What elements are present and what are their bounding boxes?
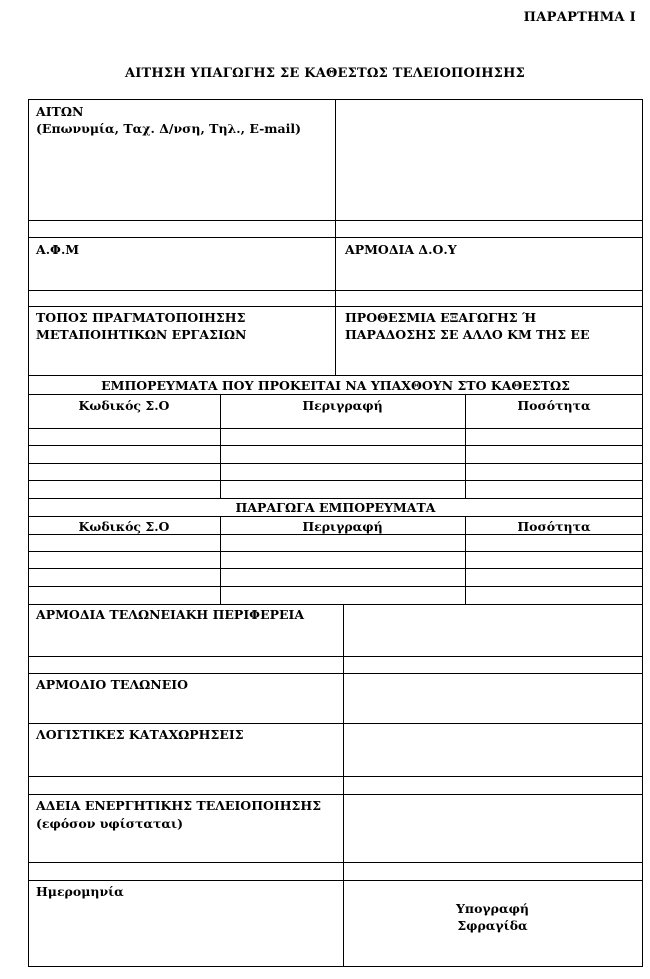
deadline-label-line1: ΠΡΟΘΕΣΜΙΑ ΕΞΑΓΩΓΗΣ Ή xyxy=(345,310,536,325)
rule xyxy=(28,516,643,517)
table-row-line xyxy=(28,586,643,587)
applicant-label: ΑΙΤΩΝ xyxy=(36,104,84,119)
rule xyxy=(28,880,643,881)
border-bottom xyxy=(28,966,643,967)
place-label-line2: ΜΕΤΑΠΟΙΗΤΙΚΩΝ ΕΡΓΑΣΙΩΝ xyxy=(36,327,247,342)
rule xyxy=(28,656,643,657)
products-col-quantity: Ποσότητα xyxy=(517,519,591,534)
rule xyxy=(28,604,643,605)
table-row-line xyxy=(28,551,643,552)
signature-label: Υπογραφή xyxy=(456,901,529,916)
customs-region-label: ΑΡΜΟΔΙΑ ΤΕΛΩΝΕΙΑΚΗ ΠΕΡΙΦΕΡΕΙΑ xyxy=(36,607,305,622)
goods-col-description: Περιγραφή xyxy=(302,398,383,413)
permit-label: ΑΔΕΙΑ ΕΝΕΡΓΗΤΙΚΗΣ ΤΕΛΕΙΟΠΟΙΗΣΗΣ xyxy=(36,798,322,813)
products-section-title: ΠΑΡΑΓΩΓΑ ΕΜΠΟΡΕΥΜΑΤΑ xyxy=(235,500,436,515)
table-row-line xyxy=(28,463,643,464)
products-col-description: Περιγραφή xyxy=(302,519,383,534)
table-row-line xyxy=(28,568,643,569)
rule xyxy=(28,237,643,238)
rule xyxy=(28,394,643,395)
rule xyxy=(28,723,643,724)
rule xyxy=(28,776,643,777)
rule xyxy=(28,290,643,291)
afm-label: Α.Φ.Μ xyxy=(36,242,80,257)
goods-col-code: Κωδικός Σ.Ο xyxy=(78,398,170,413)
goods-col-quantity: Ποσότητα xyxy=(517,398,591,413)
rule xyxy=(28,862,643,863)
rule xyxy=(28,375,643,376)
date-label: Ημερομηνία xyxy=(36,884,124,899)
doy-label: ΑΡΜΟΔΙΑ Δ.Ο.Υ xyxy=(345,242,457,257)
accounting-entries-label: ΛΟΓΙΣΤΙΚΕΣ ΚΑΤΑΧΩΡΗΣΕΙΣ xyxy=(36,727,244,742)
rule xyxy=(28,673,643,674)
table-row-line xyxy=(28,445,643,446)
permit-sub-label: (εφόσον υφίσταται) xyxy=(36,816,184,831)
form-title: ΑΙΤΗΣΗ ΥΠΑΓΩΓΗΣ ΣΕ ΚΑΘΕΣΤΩΣ ΤΕΛΕΙΟΠΟΙΗΣΗΣ xyxy=(124,66,525,81)
applicant-sub-label: (Επωνυμία, Ταχ. Δ/νση, Τηλ., E-mail) xyxy=(36,121,302,136)
goods-section-title: ΕΜΠΟΡΕΥΜΑΤΑ ΠΟΥ ΠΡΟΚΕΙΤΑΙ ΝΑ ΥΠΑΧΘΟΥΝ ΣΤΟ ΚΑΘΕΣΤΩΣ xyxy=(101,378,570,393)
stamp-label: Σφραγίδα xyxy=(457,918,528,933)
annex-label: ΠΑΡΑΡΤΗΜΑ Ι xyxy=(523,10,636,25)
customs-office-label: ΑΡΜΟΔΙΟ ΤΕΛΩΝΕΙΟ xyxy=(36,677,188,692)
rule xyxy=(28,794,643,795)
place-label-line1: ΤΟΠΟΣ ΠΡΑΓΜΑΤΟΠΟΙΗΣΗΣ xyxy=(36,310,246,325)
applicant-field[interactable] xyxy=(336,100,642,220)
deadline-label-line2: ΠΑΡΑΔΟΣΗΣ ΣΕ ΑΛΛΟ ΚΜ ΤΗΣ ΕΕ xyxy=(345,327,590,342)
table-row-line xyxy=(28,428,643,429)
table-row-line xyxy=(28,480,643,481)
rule xyxy=(28,306,643,307)
products-col-code: Κωδικός Σ.Ο xyxy=(78,519,170,534)
rule xyxy=(28,220,643,221)
